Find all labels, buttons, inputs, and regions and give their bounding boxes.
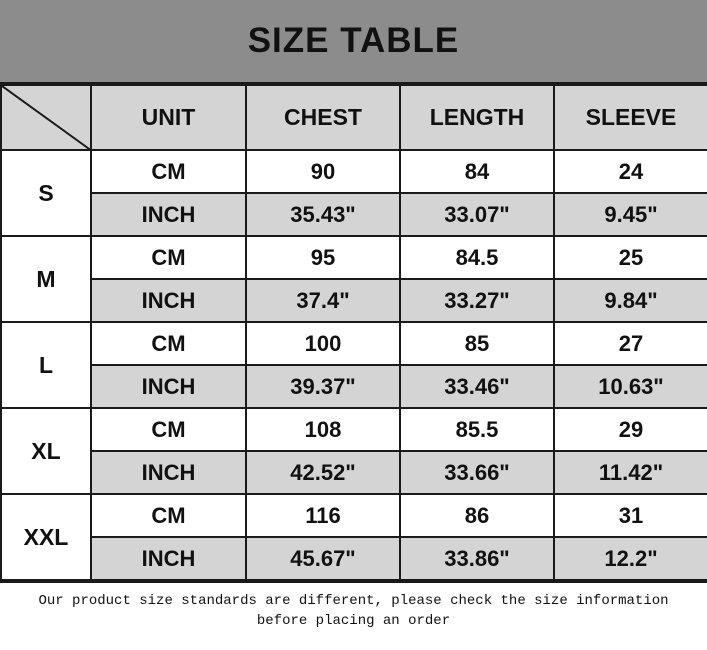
sleeve-value: 9.45": [554, 193, 707, 236]
sleeve-value: 12.2": [554, 537, 707, 580]
chest-value: 37.4": [246, 279, 400, 322]
unit-cell: CM: [91, 494, 246, 537]
chest-value: 95: [246, 236, 400, 279]
length-value: 86: [400, 494, 554, 537]
length-value: 84: [400, 150, 554, 193]
length-value: 33.86": [400, 537, 554, 580]
unit-cell: CM: [91, 408, 246, 451]
size-label-l: L: [1, 322, 91, 408]
chest-value: 90: [246, 150, 400, 193]
unit-cell: INCH: [91, 365, 246, 408]
corner-cell: [1, 85, 91, 150]
length-value: 85: [400, 322, 554, 365]
column-header-sleeve: SLEEVE: [554, 85, 707, 150]
column-header-unit: UNIT: [91, 85, 246, 150]
footer-line-1: Our product size standards are different, please check the size information: [38, 593, 669, 609]
unit-cell: INCH: [91, 279, 246, 322]
unit-cell: INCH: [91, 537, 246, 580]
table-row: [1, 236, 707, 279]
sleeve-value: 10.63": [554, 365, 707, 408]
chest-value: 116: [246, 494, 400, 537]
sleeve-value: 9.84": [554, 279, 707, 322]
table-row: [1, 279, 707, 322]
chest-value: 42.52": [246, 451, 400, 494]
footer-note: [0, 581, 707, 642]
sleeve-value: 31: [554, 494, 707, 537]
footer-line-2: before placing an order: [256, 613, 451, 630]
table-row: [1, 365, 707, 408]
table-row: [1, 451, 707, 494]
size-label-xxl: XXL: [1, 494, 91, 580]
unit-cell: CM: [91, 236, 246, 279]
length-value: 33.46": [400, 365, 554, 408]
sleeve-value: 29: [554, 408, 707, 451]
page-title: SIZE TABLE: [247, 21, 460, 60]
size-label-xl: XL: [1, 408, 91, 494]
length-value: 33.07": [400, 193, 554, 236]
sleeve-value: 27: [554, 322, 707, 365]
unit-cell: CM: [91, 322, 246, 365]
column-header-chest: CHEST: [246, 85, 400, 150]
column-header-length: LENGTH: [400, 85, 554, 150]
table-row: [1, 322, 707, 365]
table-header-row: [1, 85, 707, 150]
chest-value: 45.67": [246, 537, 400, 580]
sleeve-value: 24: [554, 150, 707, 193]
length-value: 33.27": [400, 279, 554, 322]
length-value: 33.66": [400, 451, 554, 494]
table-row: [1, 150, 707, 193]
chest-value: 39.37": [246, 365, 400, 408]
size-table: [0, 84, 707, 581]
table-row: [1, 537, 707, 580]
table-row: [1, 494, 707, 537]
table-row: [1, 408, 707, 451]
table-row: [1, 193, 707, 236]
unit-cell: CM: [91, 150, 246, 193]
size-label-m: M: [1, 236, 91, 322]
chest-value: 100: [246, 322, 400, 365]
unit-cell: INCH: [91, 451, 246, 494]
title-bar: [0, 0, 707, 84]
length-value: 85.5: [400, 408, 554, 451]
unit-cell: INCH: [91, 193, 246, 236]
length-value: 84.5: [400, 236, 554, 279]
diagonal-divider-icon: [2, 86, 90, 150]
chest-value: 108: [246, 408, 400, 451]
sleeve-value: 25: [554, 236, 707, 279]
sleeve-value: 11.42": [554, 451, 707, 494]
chest-value: 35.43": [246, 193, 400, 236]
size-label-s: S: [1, 150, 91, 236]
